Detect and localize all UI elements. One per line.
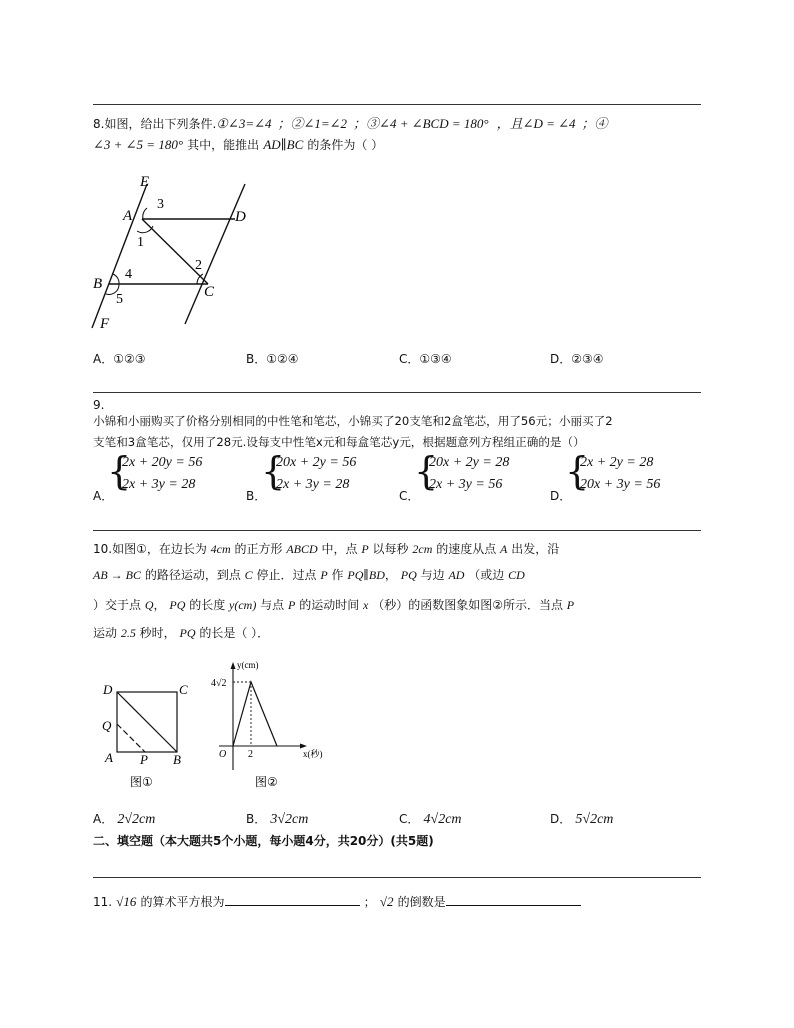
label-3: 3 (157, 197, 164, 212)
label-B: B (93, 276, 103, 292)
section-2-title: 二、填空题（本大题共5个小题，每小题4分，共20分）(共5题) (93, 834, 434, 848)
x-axis-label: x(秒) (303, 749, 323, 759)
q8-cond-1: ①∠3=∠4 (216, 116, 272, 131)
q9-line1: 小锦和小丽购买了价格分别相同的中性笔和笔芯，小锦买了20支笔和2盒笔芯，用了56元；小丽买了2 (93, 414, 613, 428)
q9-line2: 支笔和3盒笔芯，仅用了28元.设每支中性笔x元和每盒笔芯y元，根据题意列方程组正确的是（） (93, 435, 585, 449)
q8-line1: 8.如图，给出下列条件.①∠3=∠4 ；②∠1=∠2 ；③∠4 + ∠BCD = 180° ，且∠D = ∠4 ；④ (93, 116, 608, 131)
y-axis-label: y(cm) (237, 660, 259, 670)
divider-q10 (93, 530, 701, 531)
q10-option-c[interactable]: C． 4√2cm (399, 812, 462, 827)
fig1-caption: 图① (130, 775, 153, 789)
label-E: E (140, 174, 150, 190)
brace: { (565, 449, 590, 493)
label-2: 2 (195, 258, 202, 273)
label-C: C (204, 284, 215, 300)
segment-PQ (117, 724, 145, 752)
label-C: C (179, 682, 188, 697)
brace: { (261, 449, 286, 493)
label-A: A (123, 208, 133, 224)
brace: { (107, 449, 132, 493)
angle-4-arc (113, 274, 119, 284)
label-P: P (140, 752, 148, 767)
label-F: F (100, 316, 110, 332)
q8-option-c[interactable]: C．①③④ (399, 352, 452, 366)
q8-option-b[interactable]: B．①②④ (246, 352, 299, 366)
q10-line2: AB → BC 的路径运动，到点 C 停止．过点 P 作 PQ∥BD， PQ 与边 AD （或边 CD (93, 568, 525, 582)
q10-figure-1 (100, 680, 195, 792)
q8-cond-2: ；②∠1=∠2 (277, 116, 348, 131)
label-D: D (235, 209, 246, 225)
x-tick-label: 2 (248, 749, 253, 760)
q10-option-a[interactable]: A． 2√2cm (93, 812, 156, 827)
q10-line3: ）交于点 Q， PQ 的长度 y(cm) 与点 P 的运动时间 x （秒）的函数图象如图②所示．当点 P (93, 598, 575, 612)
answer-blank-1[interactable] (225, 892, 360, 906)
label-D: D (103, 682, 113, 697)
label-A: A (105, 750, 113, 765)
q8-option-d[interactable]: D．②③④ (550, 352, 604, 366)
label-4: 4 (125, 267, 132, 282)
label-B: B (173, 752, 181, 767)
x-axis-arrow (300, 744, 307, 749)
fig2-caption: 图② (255, 775, 278, 789)
q10-line1: 10.如图①，在边长为 4cm 的正方形 ABCD 中，点 P 以每秒 2cm 的速度从点 A 出发，沿 (93, 542, 560, 556)
answer-blank-2[interactable] (446, 892, 581, 906)
line-right (185, 184, 245, 324)
label-1: 1 (137, 235, 144, 250)
q10-figure-2 (205, 658, 335, 792)
q10-option-d[interactable]: D． 5√2cm (550, 812, 614, 827)
diagonal-BD (117, 692, 177, 752)
angle-3-arc (143, 208, 147, 219)
function-graph (233, 682, 277, 746)
q10-line4: 运动 2.5 秒时， PQ 的长是（ ）． (93, 626, 270, 640)
brace: { (414, 449, 439, 493)
y-tick-label: 4√2 (211, 678, 227, 689)
divider-q8 (93, 104, 701, 105)
q8-line2: ∠3 + ∠5 = 180° 其中，能推出 AD∥BC 的条件为（ ） (93, 137, 384, 152)
q11-line: 11. √16 的算术平方根为 ； √2 的倒数是 (93, 892, 581, 910)
divider-q9 (93, 392, 701, 393)
q8-figure (85, 168, 265, 336)
y-axis-arrow (231, 662, 236, 669)
q8-option-a[interactable]: A．①②③ (93, 352, 146, 366)
label-5: 5 (116, 292, 123, 307)
origin-label: O (219, 749, 227, 760)
q8-cond-3: ；③∠4 + ∠BCD = 180° (353, 116, 489, 131)
label-Q: Q (102, 718, 112, 733)
q10-option-b[interactable]: B． 3√2cm (246, 812, 309, 827)
q9-number: 9. (93, 398, 105, 412)
divider-q11 (93, 877, 701, 878)
